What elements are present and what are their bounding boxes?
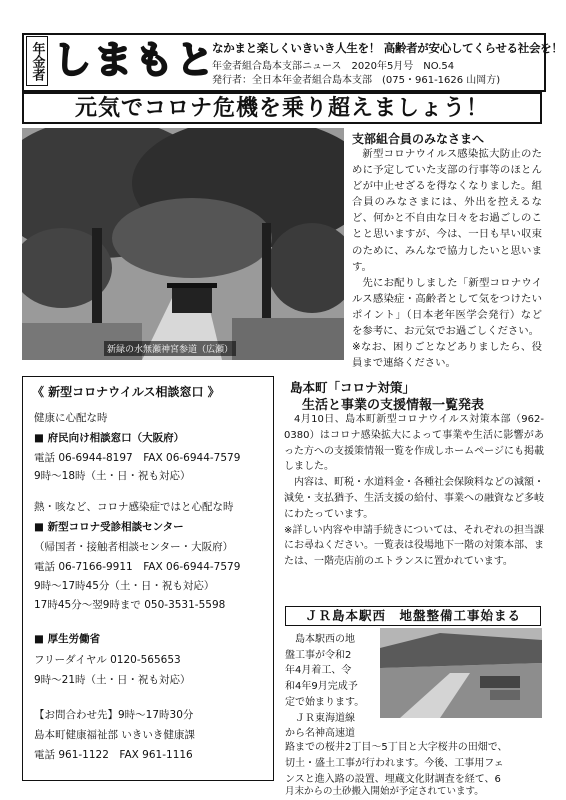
article3-line: 月末からの土砂搬入開始が予定されています。 bbox=[285, 786, 484, 797]
masthead-kicker: 年金者 bbox=[26, 36, 48, 86]
article2-paragraph: 4月10日、島本町新型コロナウイルス対策本部（962-0380）はコロナ感染拡大によって事業や生活に影響があった方への支援策情報一覧を作成しホームページにも掲載しました。 bbox=[284, 414, 544, 473]
article3-line: ＪＲ東海道線 bbox=[285, 712, 355, 724]
article3-title: ＪＲ島本駅西 地盤整備工事始まる bbox=[285, 606, 541, 626]
article3-line: 切土・盛土工事が行われます。今後、工事用フェ bbox=[285, 758, 504, 769]
article2-body bbox=[284, 412, 544, 570]
consult-line: 島本町健康福祉部 いきいき健康課 bbox=[34, 729, 195, 741]
issue-line: 年金者組合島本支部ニュース 2020年5月号 NO.54 bbox=[212, 61, 455, 72]
publisher-line: 発行者：全日本年金者組合島本支部 (075・961-1626 山岡方) bbox=[212, 75, 501, 86]
article1-paragraph: 新型コロナウイルス感染拡大防止のために予定していた支部の行事等のほとんどが中止せざるを得なくなりました。組合員のみなさまには、外出を控えるなど、何かと不自由な日々をお過ごしのことと思いますが、今は、一日も早い収束のために、みんなで協力したいと思います。 bbox=[352, 148, 542, 273]
article3-line: 島本駅西の地 bbox=[285, 634, 355, 645]
consult-line: 電話 06-6944-8197 FAX 06-6944-7579 bbox=[34, 452, 241, 464]
consult-line: 電話 06-7166-9911 FAX 06-6944-7579 bbox=[34, 561, 241, 573]
article1-title: 支部組合員のみなさまへ bbox=[352, 132, 485, 146]
consult-line: 熱・咳など、コロナ感染症ではと心配な時 bbox=[34, 501, 234, 513]
article2-title: 島本町「コロナ対策」 bbox=[290, 380, 416, 395]
consult-line: 17時45分〜翌9時まで 050-3531-5598 bbox=[34, 599, 226, 611]
consultation-title: 《 新型コロナウイルス相談窓口 》 bbox=[32, 385, 220, 399]
article3-line: 定で始まります。 bbox=[285, 696, 365, 708]
article2-subtitle: 生活と事業の支援情報一覧発表 bbox=[302, 398, 485, 413]
article3-line: 和4年9月完成予 bbox=[285, 681, 358, 693]
consult-line: 健康に心配な時 bbox=[34, 412, 108, 424]
article3-line: 盤工事が令和2 bbox=[285, 649, 352, 661]
shrine-approach-photo bbox=[22, 128, 344, 360]
article1-paragraph: 先にお配りしました「新型コロナウイルス感染症・高齢者として気をつけたいポイント」（日本老年医学会発行）などを参考に、お元気でお過ごしください。 bbox=[352, 276, 542, 338]
consult-heading: ■ 府民向け相談窓口（大阪府） bbox=[34, 432, 185, 444]
article3-line: 年4月着工、令 bbox=[285, 665, 352, 677]
consult-heading: ■ 厚生労働省 bbox=[34, 633, 101, 645]
article3-left-text bbox=[285, 632, 364, 742]
consult-line: 9時〜21時（土・日・祝も対応） bbox=[34, 674, 191, 686]
consult-line: 9時〜17時45分（土・日・祝も対応） bbox=[34, 580, 215, 592]
newsletter-title: しまもと bbox=[53, 38, 218, 82]
consult-line: 電話 961-1122 FAX 961-1116 bbox=[34, 749, 193, 761]
consult-line: 9時〜18時（土・日・祝も対応） bbox=[34, 470, 191, 482]
consult-line: フリーダイヤル 0120-565653 bbox=[34, 654, 181, 666]
article1-body bbox=[352, 146, 542, 371]
article1-note: ※なお、困りごとなどありましたら、役員まで連絡ください。 bbox=[352, 341, 542, 370]
consult-line: 【お問合わせ先】9時〜17時30分 bbox=[34, 709, 194, 721]
article2-note: ※詳しい内容や申請手続きについては、それぞれの担当課にお尋ねください。一覧表は役場地下一階の対策本部、または、一階売店前のエトランスに置かれています。 bbox=[284, 524, 544, 568]
construction-site-photo bbox=[380, 628, 542, 718]
article2-paragraph: 内容は、町税・水道料金・各種社会保険料などの減額・減免・支払猶予、生活支援の給付、事業への融資など多岐にわたっています。 bbox=[284, 477, 544, 520]
main-headline: 元気でコロナ危機を乗り超えましょう！ bbox=[22, 92, 542, 124]
article3-line: 路までの桜井2丁目〜5丁目と大字桜井の田畑で、 bbox=[285, 742, 508, 753]
article3-line: から名神高速道 bbox=[285, 728, 355, 740]
consult-line: （帰国者・接触者相談センター・大阪府） bbox=[34, 541, 234, 553]
consult-heading: ■ 新型コロナ受診相談センター bbox=[34, 521, 184, 533]
slogan: なかまと楽しくいきいき人生を！ 高齢者が安心してくらせる社会を！ bbox=[212, 41, 563, 55]
photo-caption: 新緑の水無瀬神宮参道（広瀬） bbox=[104, 341, 236, 356]
article3-line: ンスと進入路の設置、埋蔵文化財調査を経て、6 bbox=[285, 774, 501, 785]
